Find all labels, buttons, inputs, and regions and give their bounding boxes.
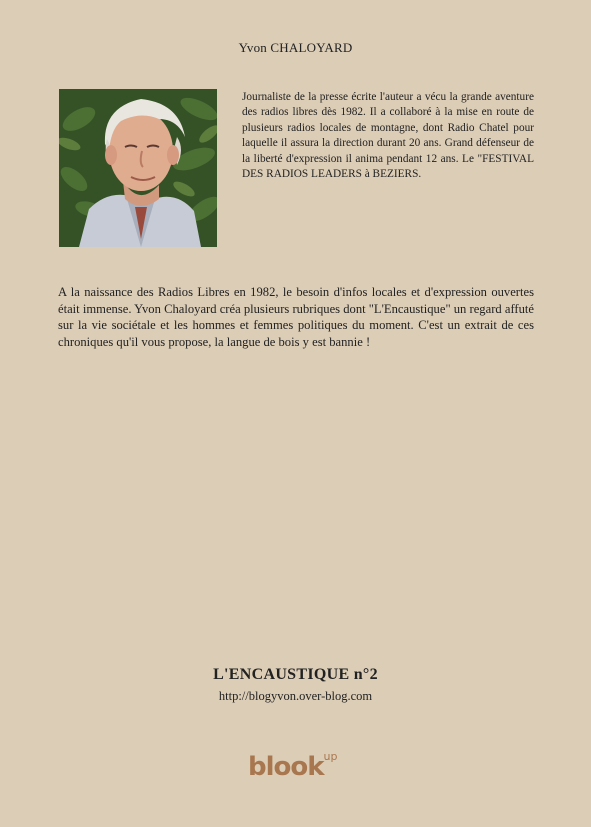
logo-superscript: up — [323, 750, 338, 763]
blog-url: http://blogyvon.over-blog.com — [218, 689, 373, 703]
author-bio: Journaliste de la presse écrite l'auteur a vécu la grande aventure des radios libres dès 1982. Il a collaboré à la mise en route de plusieurs radios locales de montagne, dont Radio Chatel pour laquelle il assura la direction durant 20 ans. Grand défenseur de la liberté d'expression il anima pendant 12 ans. Le "FESTIVAL DES RADIOS LEADERS à BEZIERS. — [242, 91, 534, 181]
blookup-logo — [248, 752, 338, 782]
logo-main-text: blook — [248, 752, 324, 782]
author-name: Yvon CHALOYARD — [238, 40, 353, 55]
intro-paragraph: A la naissance des Radios Libres en 1982, le besoin d'infos locales et d'expression ouvertes était immense. Yvon Chaloyard créa plusieurs rubriques dont "L'Encaustique" un regard affuté sur la vie sociétale et les hommes et femmes politiques du moment. C'est un extrait de ces chroniques qu'il vous propose, la langue de bois y est bannie ! — [58, 285, 534, 349]
author-photo — [59, 89, 217, 247]
book-title: L'ENCAUSTIQUE n°2 — [213, 666, 378, 683]
